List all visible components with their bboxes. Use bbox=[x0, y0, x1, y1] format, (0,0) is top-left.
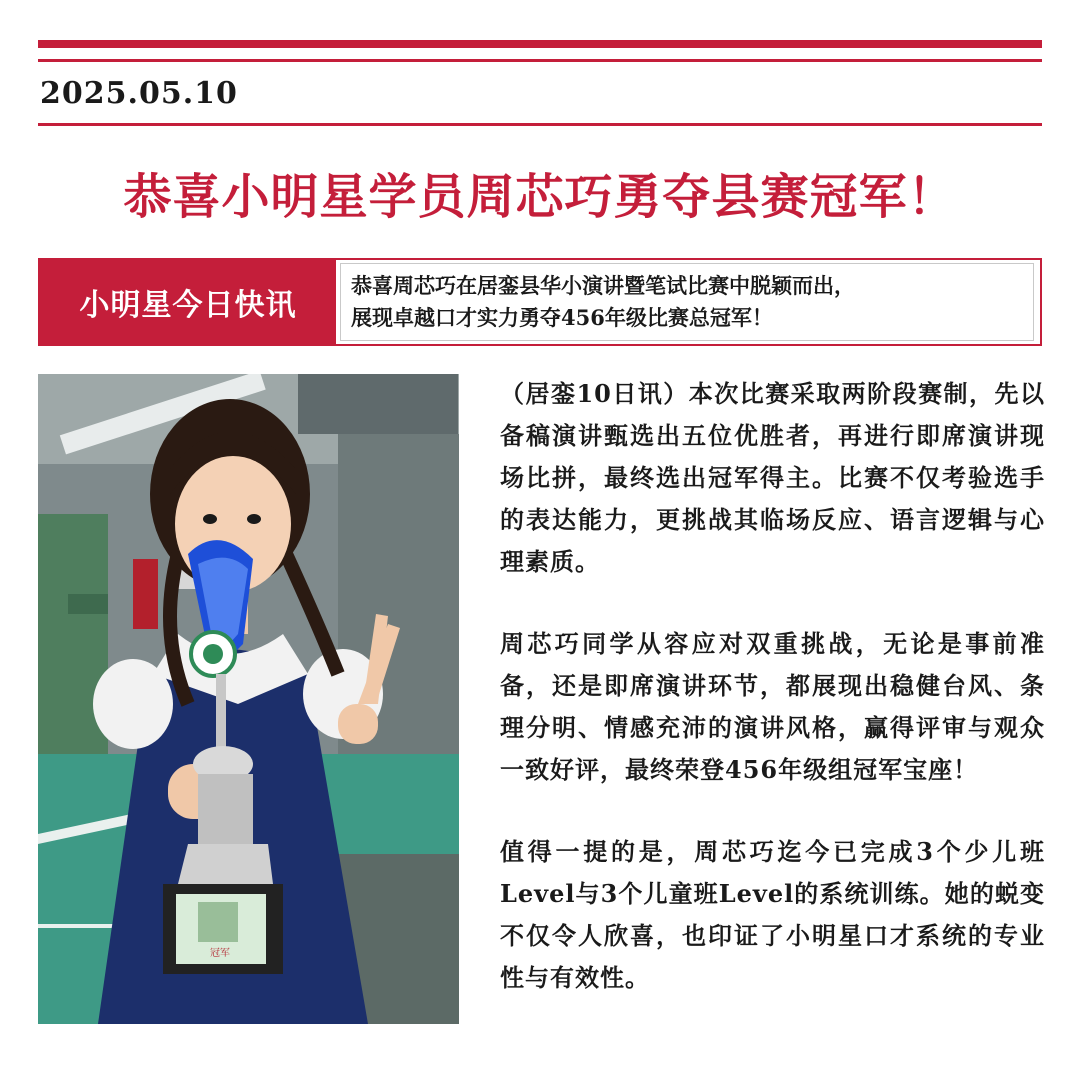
article-paragraph: 周芯巧同学从容应对双重挑战，无论是事前准备，还是即席演讲环节，都展现出稳健台风、条理分明、情感充沛的演讲风格，赢得评审与观众一致好评，最终荣登456年级组冠军宝座！ bbox=[500, 629, 1045, 784]
headline: 恭喜小明星学员周芯巧勇夺县赛冠军！ bbox=[123, 169, 957, 225]
article-body bbox=[500, 373, 1045, 1039]
date-underline-rule bbox=[38, 123, 1042, 126]
news-flash-box bbox=[38, 258, 1042, 346]
issue-date: 2025.05.10 bbox=[40, 76, 238, 111]
champion-photo bbox=[38, 374, 459, 1024]
news-flash-text bbox=[340, 263, 1034, 341]
article-paragraph: （居銮10日讯）本次比赛采取两阶段赛制，先以备稿演讲甄选出五位优胜者，再进行即席演讲现场比拼，最终选出冠军得主。比赛不仅考验选手的表达能力，更挑战其临场反应、语言逻辑与心理素质。 bbox=[500, 379, 1045, 576]
article-paragraph: 值得一提的是，周芯巧迄今已完成3个少儿班Level与3个儿童班Level的系统训练。她的蜕变不仅令人欣喜，也印证了小明星口才系统的专业性与有效性。 bbox=[500, 837, 1045, 992]
top-rule-thick bbox=[38, 40, 1042, 48]
trophy-plaque-text: 冠军 bbox=[210, 948, 230, 959]
news-flash-line: 恭喜周芯巧在居銮县华小演讲暨笔试比赛中脱颖而出， bbox=[351, 273, 855, 298]
top-rule-thin bbox=[38, 59, 1042, 62]
news-flash-tag: 小明星今日快讯 bbox=[40, 260, 336, 344]
news-flash-line: 展现卓越口才实力勇夺456年级比赛总冠军！ bbox=[351, 305, 773, 330]
